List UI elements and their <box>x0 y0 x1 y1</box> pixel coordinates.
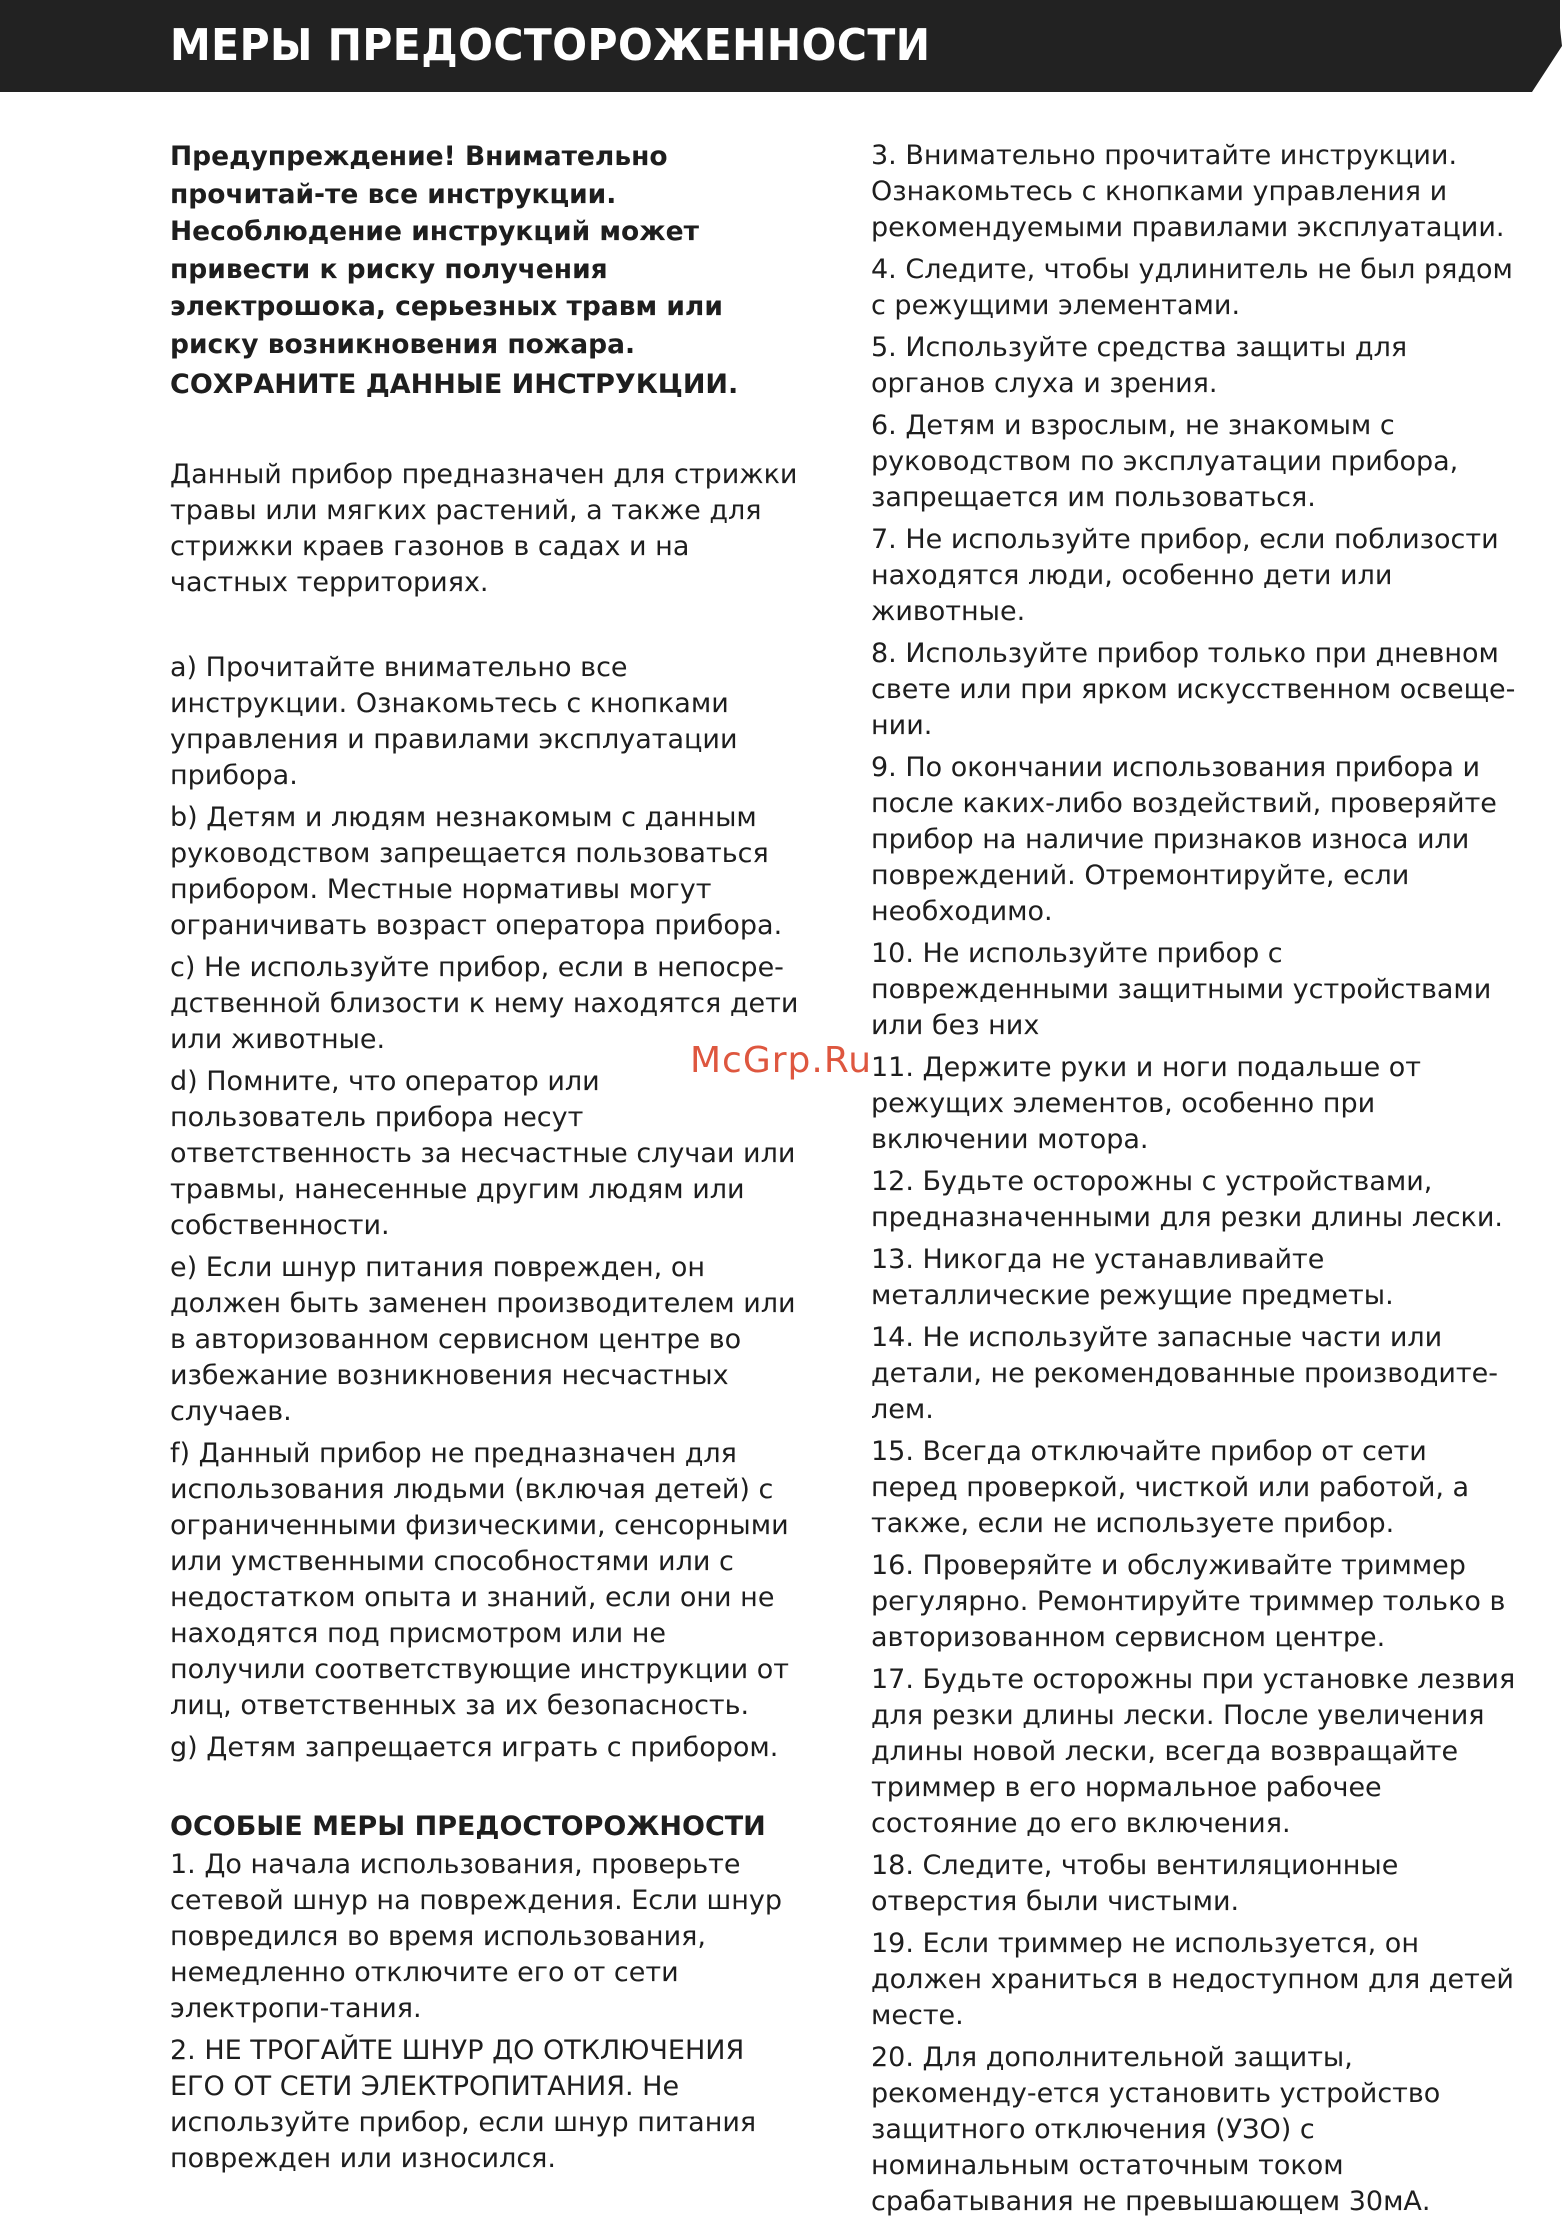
list-item: 5. Используйте средства защиты для органов слуха и зрения. <box>871 332 1408 399</box>
lettered-list <box>170 650 800 1766</box>
list-item: c) Не используйте прибор, если в непосре-дственной близости к нему находятся дети или животные. <box>170 952 799 1055</box>
warning-text: Предупреждение! Внимательно прочитай-те все инструкции. Несоблюдение инструкций может привести к риску получения электрошока, серьезных травм или риску возникновения пожара. <box>170 141 723 360</box>
list-item: 7. Не используйте прибор, если поблизости находятся люди, особенно дети или животные. <box>871 524 1499 627</box>
list-item: 2. НЕ ТРОГАЙТЕ ШНУР ДО ОТКЛЮЧЕНИЯ ЕГО ОТ СЕТИ ЭЛЕКТРОПИТАНИЯ. Не используйте прибор, если шнур питания поврежден или износился. <box>170 2035 757 2174</box>
intro-paragraph: Данный прибор предназначен для стрижки травы или мягких растений, а также для стрижки краев газонов в садах и на частных территориях. <box>170 459 798 598</box>
list-item: 20. Для дополнительной защиты, рекоменду-ется установить устройство защитного отключения (УЗО) с номинальным остаточным током срабатывания не превышающем 30мА. <box>871 2042 1441 2217</box>
list-item: 6. Детям и взрослым, не знакомым с руководством по эксплуатации прибора, запрещается им пользоваться. <box>871 410 1459 513</box>
list-item: 11. Держите руки и ноги подальше от режущих элементов, особенно при включении мотора. <box>871 1052 1422 1155</box>
list-item: g) Детям запрещается играть с прибором. <box>170 1732 779 1763</box>
header-banner <box>0 0 1562 92</box>
left-column <box>170 138 800 2183</box>
list-item: 16. Проверяйте и обслуживайте триммер регулярно. Ремонтируйте триммер только в авторизованном сервисном центре. <box>871 1550 1506 1653</box>
list-item: 3. Внимательно прочитайте инструкции. Ознакомьтесь с кнопками управления и рекомендуемыми правилами эксплуатации. <box>871 140 1505 243</box>
special-precautions-title: ОСОБЫЕ МЕРЫ ПРЕДОСТОРОЖНОСТИ <box>170 1811 766 1842</box>
list-item: 15. Всегда отключайте прибор от сети перед проверкой, чисткой или работой, а также, если не используете прибор. <box>871 1436 1470 1539</box>
list-item: 19. Если триммер не используется, он должен храниться в недоступном для детей месте. <box>871 1928 1514 2031</box>
list-item: 9. По окончании использования прибора и после каких-либо воздействий, проверяйте прибор на наличие признаков износа или повреждений. Отремонтируйте, если необходимо. <box>871 752 1497 927</box>
list-item: 17. Будьте осторожны при установке лезвия для резки длины лески. После увеличения длины новой лески, всегда возвращайте триммер в его нормальное рабочее состояние до его включения. <box>871 1664 1516 1839</box>
list-item: 13. Никогда не устанавливайте металлические режущие предметы. <box>871 1244 1394 1311</box>
list-item: e) Если шнур питания поврежден, он должен быть заменен производителем или в авторизованном сервисном центре во избежание возникновения несчастных случаев. <box>170 1252 796 1427</box>
save-instructions-text: СОХРАНИТЕ ДАННЫЕ ИНСТРУКЦИИ. <box>170 369 739 400</box>
right-column <box>871 138 1519 2226</box>
page-title: МЕРЫ ПРЕДОСТОРОЖЕННОСТИ <box>170 20 931 71</box>
list-item: 12. Будьте осторожны с устройствами, предназначенными для резки длины лески. <box>871 1166 1503 1233</box>
list-item: 10. Не используйте прибор с поврежденными защитными устройствами или без них <box>871 938 1492 1041</box>
list-item: 18. Следите, чтобы вентиляционные отверстия были чистыми. <box>871 1850 1399 1917</box>
list-item: 14. Не используйте запасные части или детали, не рекомендованные производите-лем. <box>871 1322 1498 1425</box>
list-item: f) Данный прибор не предназначен для использования людьми (включая детей) с ограниченными физическими, сенсорными или умственными способностями или с недостатком опыта и знаний, если они не находятся под присмотром или не получили соответствующие инструкции от лиц, ответственных за их безопасность. <box>170 1438 790 1721</box>
list-item: 1. До начала использования, проверьте сетевой шнур на повреждения. Если шнур повредился во время использования, немедленно отключите его от сети электропи-тания. <box>170 1849 783 2024</box>
list-item: 4. Следите, чтобы удлинитель не был рядом с режущими элементами. <box>871 254 1513 321</box>
list-item: d) Помните, что оператор или пользователь прибора несут ответственность за несчастные случаи или травмы, нанесенные другим людям или собственности. <box>170 1066 796 1241</box>
list-item: a) Прочитайте внимательно все инструкции. Ознакомьтесь с кнопками управления и правилами эксплуатации прибора. <box>170 652 738 791</box>
list-item: b) Детям и людям незнакомым с данным руководством запрещается пользоваться прибором. Местные нормативы могут ограничивать возраст оператора прибора. <box>170 802 783 941</box>
watermark: McGrp.Ru <box>690 1040 873 1081</box>
list-item: 8. Используйте прибор только при дневном свете или при ярком искусственном освеще-нии. <box>871 638 1516 741</box>
